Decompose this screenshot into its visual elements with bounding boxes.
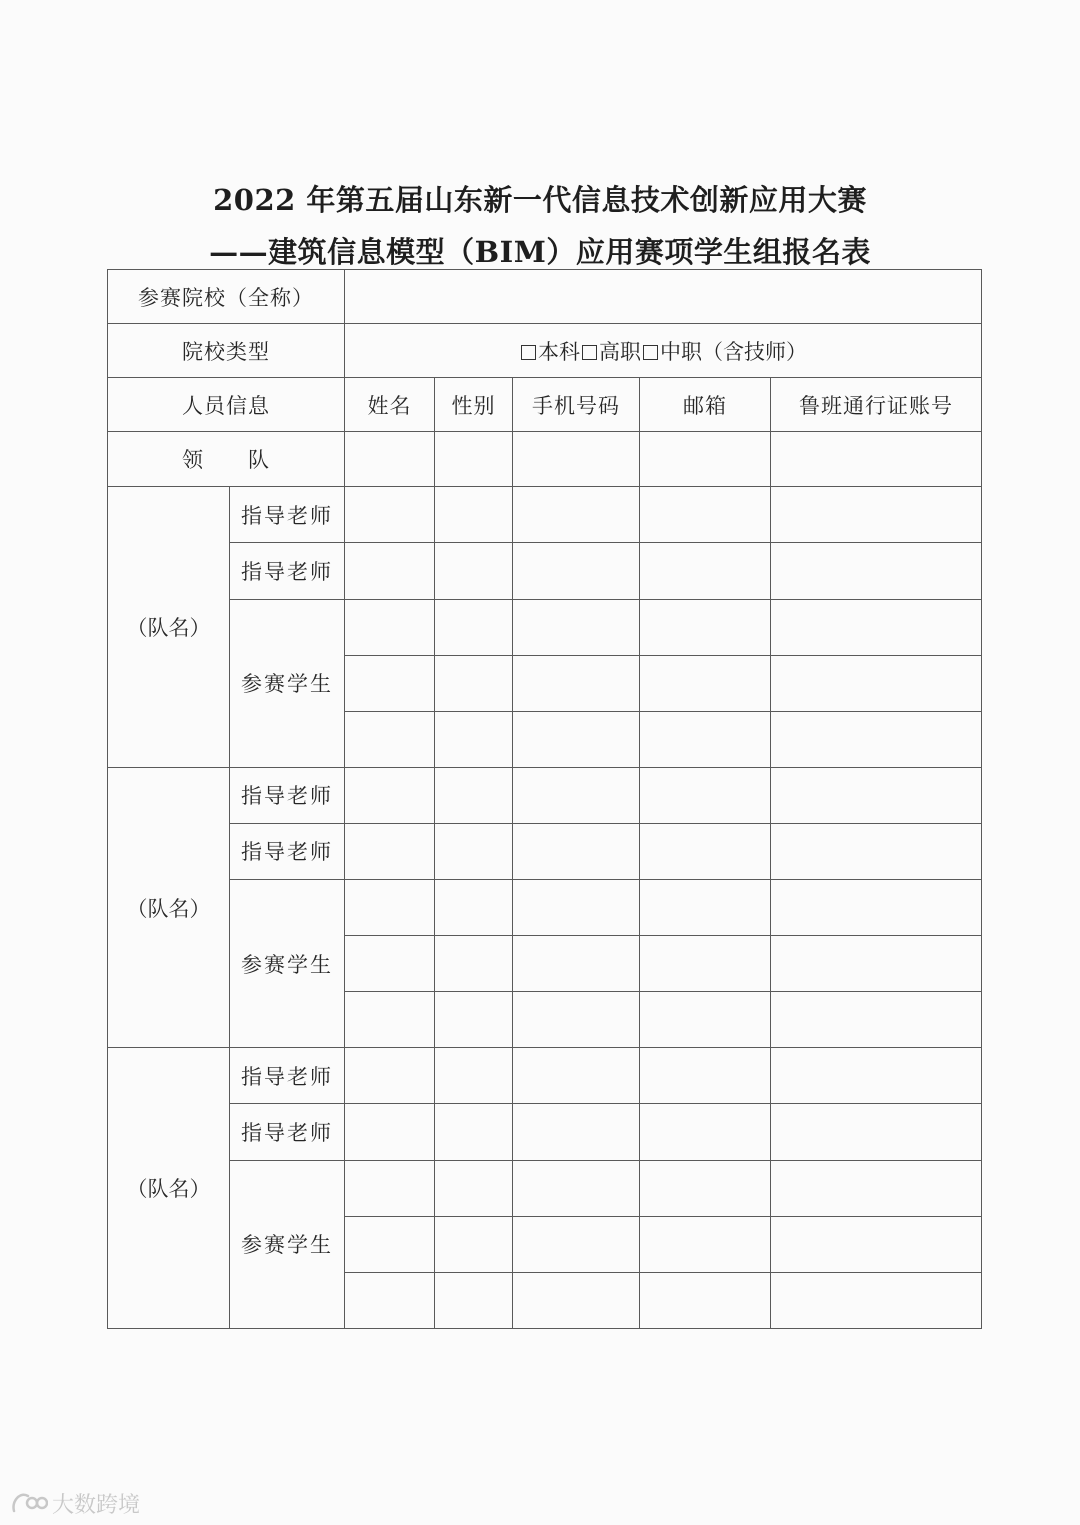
- instructor-label: 指导老师: [230, 767, 345, 823]
- input-cell[interactable]: [771, 823, 982, 879]
- input-cell[interactable]: [640, 767, 771, 823]
- instructor-label: 指导老师: [230, 1104, 345, 1160]
- school-type-label: 院校类型: [108, 324, 345, 378]
- input-cell[interactable]: [771, 432, 982, 487]
- input-cell[interactable]: [435, 880, 513, 936]
- input-cell[interactable]: [345, 1160, 435, 1216]
- input-cell[interactable]: [640, 1104, 771, 1160]
- team-name-label: （队名）: [108, 487, 230, 767]
- input-cell[interactable]: [640, 599, 771, 655]
- option-secondary-vocational-label: 中职（含技师）: [660, 339, 808, 364]
- instructor-label: 指导老师: [230, 543, 345, 599]
- input-cell[interactable]: [345, 543, 435, 599]
- input-cell[interactable]: [513, 992, 640, 1048]
- school-name-label: 参赛院校（全称）: [108, 270, 345, 324]
- input-cell[interactable]: [435, 823, 513, 879]
- input-cell[interactable]: [513, 1272, 640, 1328]
- input-cell[interactable]: [771, 880, 982, 936]
- input-cell[interactable]: [345, 936, 435, 992]
- input-cell[interactable]: [640, 543, 771, 599]
- input-cell[interactable]: [771, 487, 982, 543]
- input-cell[interactable]: [435, 655, 513, 711]
- input-cell[interactable]: [640, 487, 771, 543]
- input-cell[interactable]: [345, 823, 435, 879]
- personnel-info-label: 人员信息: [108, 378, 345, 432]
- input-cell[interactable]: [435, 936, 513, 992]
- input-cell[interactable]: [640, 655, 771, 711]
- input-cell[interactable]: [435, 711, 513, 767]
- input-cell[interactable]: [771, 992, 982, 1048]
- input-cell[interactable]: [513, 1104, 640, 1160]
- input-cell[interactable]: [771, 1272, 982, 1328]
- input-cell[interactable]: [640, 1160, 771, 1216]
- input-cell[interactable]: [345, 599, 435, 655]
- checkbox-higher-vocational[interactable]: [582, 345, 597, 360]
- input-cell[interactable]: [640, 432, 771, 487]
- school-type-options: [345, 324, 982, 378]
- registration-form-table: [107, 269, 982, 1329]
- input-cell[interactable]: [435, 432, 513, 487]
- student-label: 参赛学生: [230, 1160, 345, 1329]
- input-cell[interactable]: [345, 1104, 435, 1160]
- input-cell[interactable]: [345, 487, 435, 543]
- input-cell[interactable]: [435, 543, 513, 599]
- checkbox-undergraduate[interactable]: [521, 345, 536, 360]
- input-cell[interactable]: [513, 487, 640, 543]
- input-cell[interactable]: [513, 543, 640, 599]
- input-cell[interactable]: [435, 1216, 513, 1272]
- input-cell[interactable]: [435, 487, 513, 543]
- input-cell[interactable]: [345, 880, 435, 936]
- team-name-label: （队名）: [108, 1048, 230, 1329]
- input-cell[interactable]: [513, 432, 640, 487]
- option-higher-vocational-label: 高职: [599, 339, 642, 364]
- input-cell[interactable]: [513, 711, 640, 767]
- input-cell[interactable]: [640, 711, 771, 767]
- column-header-name: 姓名: [345, 378, 435, 432]
- student-label: 参赛学生: [230, 880, 345, 1048]
- option-undergraduate-label: 本科: [538, 339, 581, 364]
- input-cell[interactable]: [345, 767, 435, 823]
- instructor-label: 指导老师: [230, 487, 345, 543]
- column-header-phone: 手机号码: [513, 378, 640, 432]
- input-cell[interactable]: [513, 880, 640, 936]
- input-cell[interactable]: [640, 936, 771, 992]
- student-label: 参赛学生: [230, 599, 345, 767]
- input-cell[interactable]: [345, 432, 435, 487]
- input-cell[interactable]: [771, 936, 982, 992]
- input-cell[interactable]: [513, 936, 640, 992]
- input-cell[interactable]: [640, 1216, 771, 1272]
- input-cell[interactable]: [513, 655, 640, 711]
- school-name-field[interactable]: [345, 270, 982, 324]
- input-cell[interactable]: [771, 655, 982, 711]
- team-name-label: （队名）: [108, 767, 230, 1047]
- column-header-email: 邮箱: [640, 378, 771, 432]
- input-cell[interactable]: [640, 1048, 771, 1104]
- input-cell[interactable]: [513, 767, 640, 823]
- input-cell[interactable]: [513, 1216, 640, 1272]
- input-cell[interactable]: [640, 1272, 771, 1328]
- input-cell[interactable]: [345, 711, 435, 767]
- team-leader-label: 领 队: [108, 432, 345, 487]
- input-cell[interactable]: [435, 767, 513, 823]
- input-cell[interactable]: [345, 1048, 435, 1104]
- input-cell[interactable]: [771, 1216, 982, 1272]
- input-cell[interactable]: [345, 1272, 435, 1328]
- watermark-text: 大数跨境: [52, 1493, 141, 1518]
- instructor-label: 指导老师: [230, 823, 345, 879]
- input-cell[interactable]: [513, 599, 640, 655]
- input-cell[interactable]: [640, 823, 771, 879]
- input-cell[interactable]: [435, 1160, 513, 1216]
- input-cell[interactable]: [771, 1104, 982, 1160]
- input-cell[interactable]: [640, 992, 771, 1048]
- column-header-luban-account: 鲁班通行证账号: [771, 378, 982, 432]
- input-cell[interactable]: [345, 992, 435, 1048]
- input-cell[interactable]: [513, 1160, 640, 1216]
- column-header-gender: 性别: [435, 378, 513, 432]
- wechat-watermark-logo-icon: [10, 1491, 48, 1517]
- input-cell[interactable]: [345, 655, 435, 711]
- input-cell[interactable]: [435, 599, 513, 655]
- input-cell[interactable]: [640, 880, 771, 936]
- input-cell[interactable]: [771, 599, 982, 655]
- input-cell[interactable]: [771, 1048, 982, 1104]
- input-cell[interactable]: [513, 823, 640, 879]
- input-cell[interactable]: [435, 1048, 513, 1104]
- input-cell[interactable]: [435, 1272, 513, 1328]
- checkbox-secondary-vocational[interactable]: [643, 345, 658, 360]
- input-cell[interactable]: [345, 1216, 435, 1272]
- input-cell[interactable]: [771, 543, 982, 599]
- form-title-line2: ——建筑信息模型（BIM）应用赛项学生组报名表: [209, 235, 871, 269]
- input-cell[interactable]: [771, 1160, 982, 1216]
- input-cell[interactable]: [435, 992, 513, 1048]
- instructor-label: 指导老师: [230, 1048, 345, 1104]
- form-title-line1: 2022 年第五届山东新一代信息技术创新应用大赛: [213, 183, 867, 217]
- input-cell[interactable]: [435, 1104, 513, 1160]
- input-cell[interactable]: [513, 1048, 640, 1104]
- watermark: [10, 1488, 140, 1519]
- input-cell[interactable]: [771, 711, 982, 767]
- input-cell[interactable]: [771, 767, 982, 823]
